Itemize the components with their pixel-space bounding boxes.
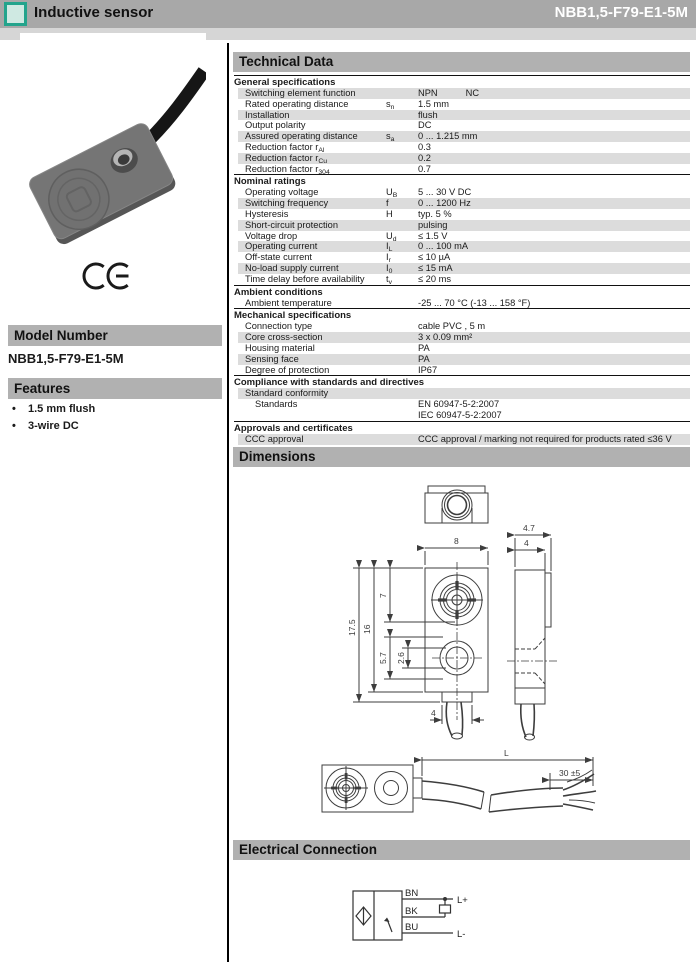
spec-label: Output polarity <box>245 120 306 131</box>
spec-row <box>238 153 690 164</box>
spec-symbol <box>386 332 418 343</box>
spec-row <box>238 110 690 121</box>
dim-wire-strip-length: 30 ±5 <box>559 768 581 778</box>
spec-row <box>238 343 690 354</box>
spec-symbol: $t_v$ <box>386 273 392 286</box>
spec-row <box>238 274 690 285</box>
technical-data-table <box>234 75 690 445</box>
spec-value: PA <box>418 342 430 353</box>
spec-value: 0.7 <box>418 163 431 174</box>
spec-label: Reduction factor $r_{Al}$ <box>245 141 325 154</box>
spec-label: Operating voltage <box>245 187 319 198</box>
sensor-photo-graphic <box>20 33 206 289</box>
dim-height-body: 16 <box>362 624 372 634</box>
spec-value <box>418 388 690 399</box>
spec-row <box>238 164 690 175</box>
spec-value: 0 ... 1.215 mm <box>418 131 478 142</box>
spec-value: IEC 60947-5-2:2007 <box>418 409 502 420</box>
header-model-number: NBB1,5-F79-E1-5M <box>554 4 688 21</box>
dim-hole-span: 5.7 <box>378 652 388 664</box>
dim-side-total: 4.7 <box>523 523 535 533</box>
spec-row <box>238 187 690 198</box>
dimensions-heading: Dimensions <box>233 447 690 467</box>
spec-symbol <box>386 220 418 231</box>
spec-label: Switching frequency <box>245 198 329 209</box>
dim-top-width: 8 <box>454 536 459 546</box>
spec-value: 5 ... 30 V DC <box>418 187 472 198</box>
dim-cable-width: 4 <box>431 708 436 718</box>
spec-symbol <box>386 343 418 354</box>
spec-row <box>238 198 690 209</box>
spec-label: Ambient temperature <box>245 297 332 308</box>
spec-section-header: General specifications <box>234 75 690 88</box>
technical-data-heading: Technical Data <box>233 52 690 72</box>
spec-value: ≤ 15 mA <box>418 262 453 273</box>
spec-symbol <box>386 153 418 164</box>
features-heading: Features <box>8 378 222 399</box>
product-photo <box>20 33 206 289</box>
spec-value: 0 ... 1200 Hz <box>418 198 471 209</box>
spec-row <box>238 298 690 309</box>
product-family-icon <box>4 2 27 26</box>
spec-symbol: f <box>386 198 389 209</box>
spec-label: Short-circuit protection <box>245 219 339 230</box>
spec-row <box>238 434 690 445</box>
spec-row <box>238 388 690 399</box>
spec-label: No-load supply current <box>245 262 339 273</box>
spec-value: IP67 <box>418 364 438 375</box>
spec-symbol <box>386 142 418 153</box>
bullet-icon: • <box>12 420 16 432</box>
spec-label <box>238 410 386 421</box>
spec-label: CCC approval <box>245 433 304 444</box>
spec-section-header: Approvals and certificates <box>234 421 690 434</box>
spec-row <box>238 220 690 231</box>
spec-row <box>238 131 690 142</box>
spec-symbol <box>386 354 418 365</box>
spec-symbol <box>386 410 418 421</box>
spec-symbol <box>386 321 418 332</box>
spec-row <box>238 142 690 153</box>
header-bar <box>0 0 696 28</box>
spec-value: pulsing <box>418 219 448 230</box>
spec-label: Standard conformity <box>245 388 329 399</box>
spec-row <box>238 365 690 376</box>
spec-row <box>238 332 690 343</box>
spec-value: flush <box>418 109 438 120</box>
spec-value: -25 ... 70 °C (-13 ... 158 °F) <box>418 297 531 308</box>
spec-value: CCC approval / marking not required for products rated ≤36 V <box>418 433 672 444</box>
dim-side-body: 4 <box>524 538 529 548</box>
spec-row <box>238 241 690 252</box>
spec-value: 0.3 <box>418 141 431 152</box>
spec-label: Voltage drop <box>245 230 298 241</box>
dim-cable-length: L <box>504 748 509 758</box>
spec-label: Sensing face <box>245 353 299 364</box>
model-number-value: NBB1,5-F79-E1-5M <box>8 351 124 366</box>
spec-symbol <box>386 365 418 376</box>
spec-symbol: $I_r$ <box>386 252 391 265</box>
bullet-icon: • <box>12 403 16 415</box>
spec-label: Hysteresis <box>245 208 289 219</box>
spec-row <box>238 88 690 99</box>
inductive-sensor-symbol <box>356 907 371 925</box>
spec-value: 3 x 0.09 mm² <box>418 332 473 343</box>
dim-height-total: 17.5 <box>347 619 357 636</box>
spec-symbol: H <box>386 208 393 219</box>
spec-label: Installation <box>245 109 290 120</box>
spec-row <box>238 120 690 131</box>
spec-label: Time delay before availability <box>245 273 365 284</box>
spec-symbol: $I_0$ <box>386 262 393 275</box>
electrical-connection-heading: Electrical Connection <box>233 840 690 860</box>
spec-symbol: $I_L$ <box>386 241 393 254</box>
spec-label: Core cross-section <box>245 332 323 343</box>
page-title: Inductive sensor <box>34 4 154 21</box>
spec-value: ≤ 10 µA <box>418 252 451 263</box>
spec-symbol <box>386 164 418 175</box>
spec-value: cable PVC , 5 m <box>418 321 486 332</box>
spec-value-secondary: NC <box>465 88 480 98</box>
spec-section-header: Compliance with standards and directives <box>234 375 690 388</box>
spec-symbol: $s_a$ <box>386 131 395 144</box>
spec-symbol <box>386 388 418 399</box>
spec-symbol <box>386 120 418 131</box>
dim-face-center: 7 <box>378 593 388 598</box>
wire-label-bu: BU <box>405 922 419 933</box>
spec-label: Switching element function <box>245 88 356 98</box>
spec-symbol: $U_d$ <box>386 230 397 243</box>
spec-row <box>238 399 690 410</box>
spec-symbol <box>386 434 418 445</box>
dim-hole-dia: 2.6 <box>396 652 406 664</box>
spec-row <box>238 321 690 332</box>
spec-row <box>238 263 690 274</box>
spec-label: Off-state current <box>245 252 312 263</box>
spec-label: Reduction factor $r_{Cu}$ <box>245 152 328 165</box>
supply-minus-label: L- <box>457 929 466 940</box>
spec-value: 0.2 <box>418 152 431 163</box>
spec-label: Reduction factor $r_{304}$ <box>245 163 330 176</box>
spec-label: Standards <box>255 399 298 410</box>
spec-row <box>238 354 690 365</box>
spec-symbol: $s_n$ <box>386 98 395 111</box>
spec-label: Assured operating distance <box>245 131 358 142</box>
spec-symbol <box>386 110 418 121</box>
spec-row <box>238 99 690 110</box>
spec-value: 1.5 mm <box>418 98 449 109</box>
spec-label: Connection type <box>245 321 313 332</box>
feature-item <box>10 418 95 435</box>
ce-mark <box>82 260 132 292</box>
spec-symbol <box>386 88 418 99</box>
spec-value: PA <box>418 353 430 364</box>
spec-symbol: $U_B$ <box>386 187 398 200</box>
spec-value: NPN NC <box>418 88 480 98</box>
spec-value: 0 ... 100 mA <box>418 241 469 252</box>
spec-row <box>238 410 690 421</box>
spec-value: typ. 5 % <box>418 208 452 219</box>
feature-label: 3-wire DC <box>28 420 79 432</box>
wire-label-bn: BN <box>405 888 419 899</box>
electrical-connection-diagram <box>233 862 691 962</box>
spec-section-header: Nominal ratings <box>234 174 690 187</box>
spec-label: Degree of protection <box>245 364 330 375</box>
spec-value: EN 60947-5-2:2007 <box>418 399 500 410</box>
spec-label: Housing material <box>245 342 315 353</box>
spec-value: DC <box>418 120 432 131</box>
spec-row <box>238 231 690 242</box>
dimension-drawing <box>233 470 691 838</box>
features-list <box>10 401 95 435</box>
spec-value: ≤ 20 ms <box>418 273 452 284</box>
spec-section-header: Mechanical specifications <box>234 308 690 321</box>
spec-symbol <box>386 298 418 309</box>
spec-value: ≤ 1.5 V <box>418 230 448 241</box>
spec-section-header: Ambient conditions <box>234 285 690 298</box>
model-number-heading: Model Number <box>8 325 222 346</box>
column-divider <box>227 43 229 962</box>
feature-label: 1.5 mm flush <box>28 403 96 415</box>
supply-plus-label: L+ <box>457 895 468 906</box>
wire-label-bk: BK <box>405 906 418 917</box>
spec-row <box>238 252 690 263</box>
spec-row <box>238 209 690 220</box>
spec-label: Operating current <box>245 241 318 252</box>
spec-symbol <box>386 399 418 410</box>
feature-item <box>10 401 95 418</box>
spec-label: Rated operating distance <box>245 98 349 109</box>
